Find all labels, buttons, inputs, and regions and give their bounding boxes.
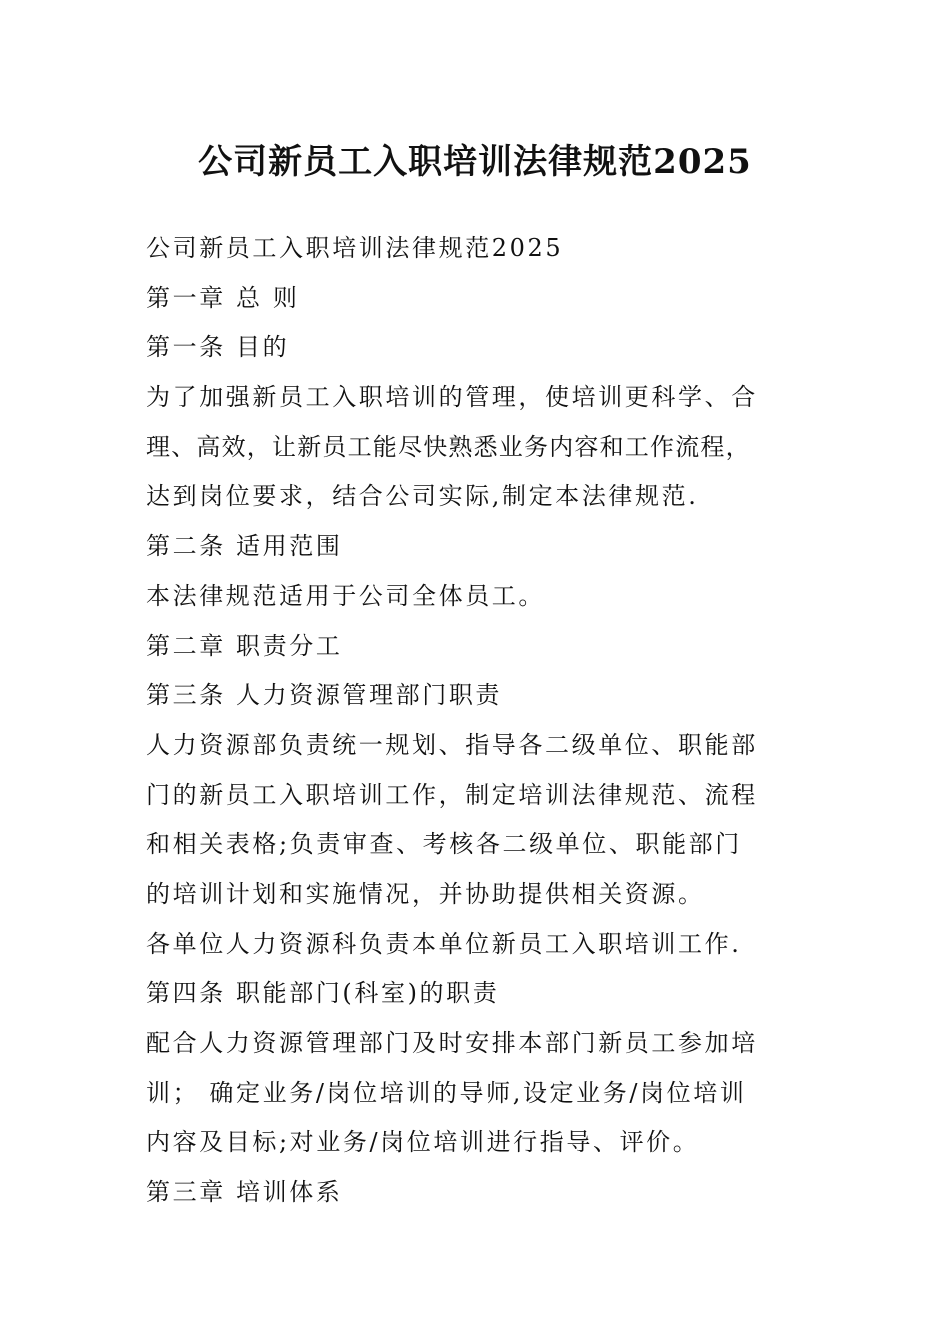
paragraph-line: 和相关表格;负责审查、考核各二级单位、职能部门	[146, 830, 742, 859]
paragraph-line: 配合人力资源管理部门及时安排本部门新员工参加培	[146, 1029, 758, 1057]
paragraph-line: 门的新员工入职培训工作，制定培训法律规范、流程	[146, 780, 758, 809]
paragraph-line: 内容及目标;对业务/岗位培训进行指导、评价。	[146, 1128, 700, 1157]
paragraph-line: 各单位人力资源科负责本单位新员工入职培训工作.	[146, 929, 742, 958]
article-heading: 第四条 职能部门(科室)的职责	[146, 979, 500, 1008]
paragraph-line: 为了加强新员工入职培训的管理，使培训更科学、合	[146, 383, 758, 412]
text-line: 公司新员工入职培训法律规范2025	[146, 234, 564, 262]
chapter-heading: 第三章 培训体系	[146, 1178, 343, 1207]
paragraph-line: 本法律规范适用于公司全体员工。	[146, 581, 545, 610]
article-heading: 第一条 目的	[146, 333, 290, 362]
chapter-heading: 第一章 总 则	[146, 283, 300, 312]
paragraph-line: 达到岗位要求，结合公司实际,制定本法律规范.	[146, 482, 699, 511]
chapter-heading: 第二章 职责分工	[146, 631, 343, 660]
paragraph-line: 人力资源部负责统一规划、指导各二级单位、职能部	[146, 730, 758, 759]
document-body	[146, 224, 816, 1218]
paragraph-line: 理、高效，让新员工能尽快熟悉业务内容和工作流程，	[146, 432, 751, 461]
document-title: 公司新员工入职培训法律规范2025	[198, 142, 752, 182]
paragraph-line: 训； 确定业务/岗位培训的导师,设定业务/岗位培训	[146, 1078, 747, 1107]
paragraph-line: 的培训计划和实施情况，并协助提供相关资源。	[146, 879, 705, 908]
article-heading: 第三条 人力资源管理部门职责	[146, 681, 503, 710]
article-heading: 第二条 适用范围	[146, 532, 343, 561]
